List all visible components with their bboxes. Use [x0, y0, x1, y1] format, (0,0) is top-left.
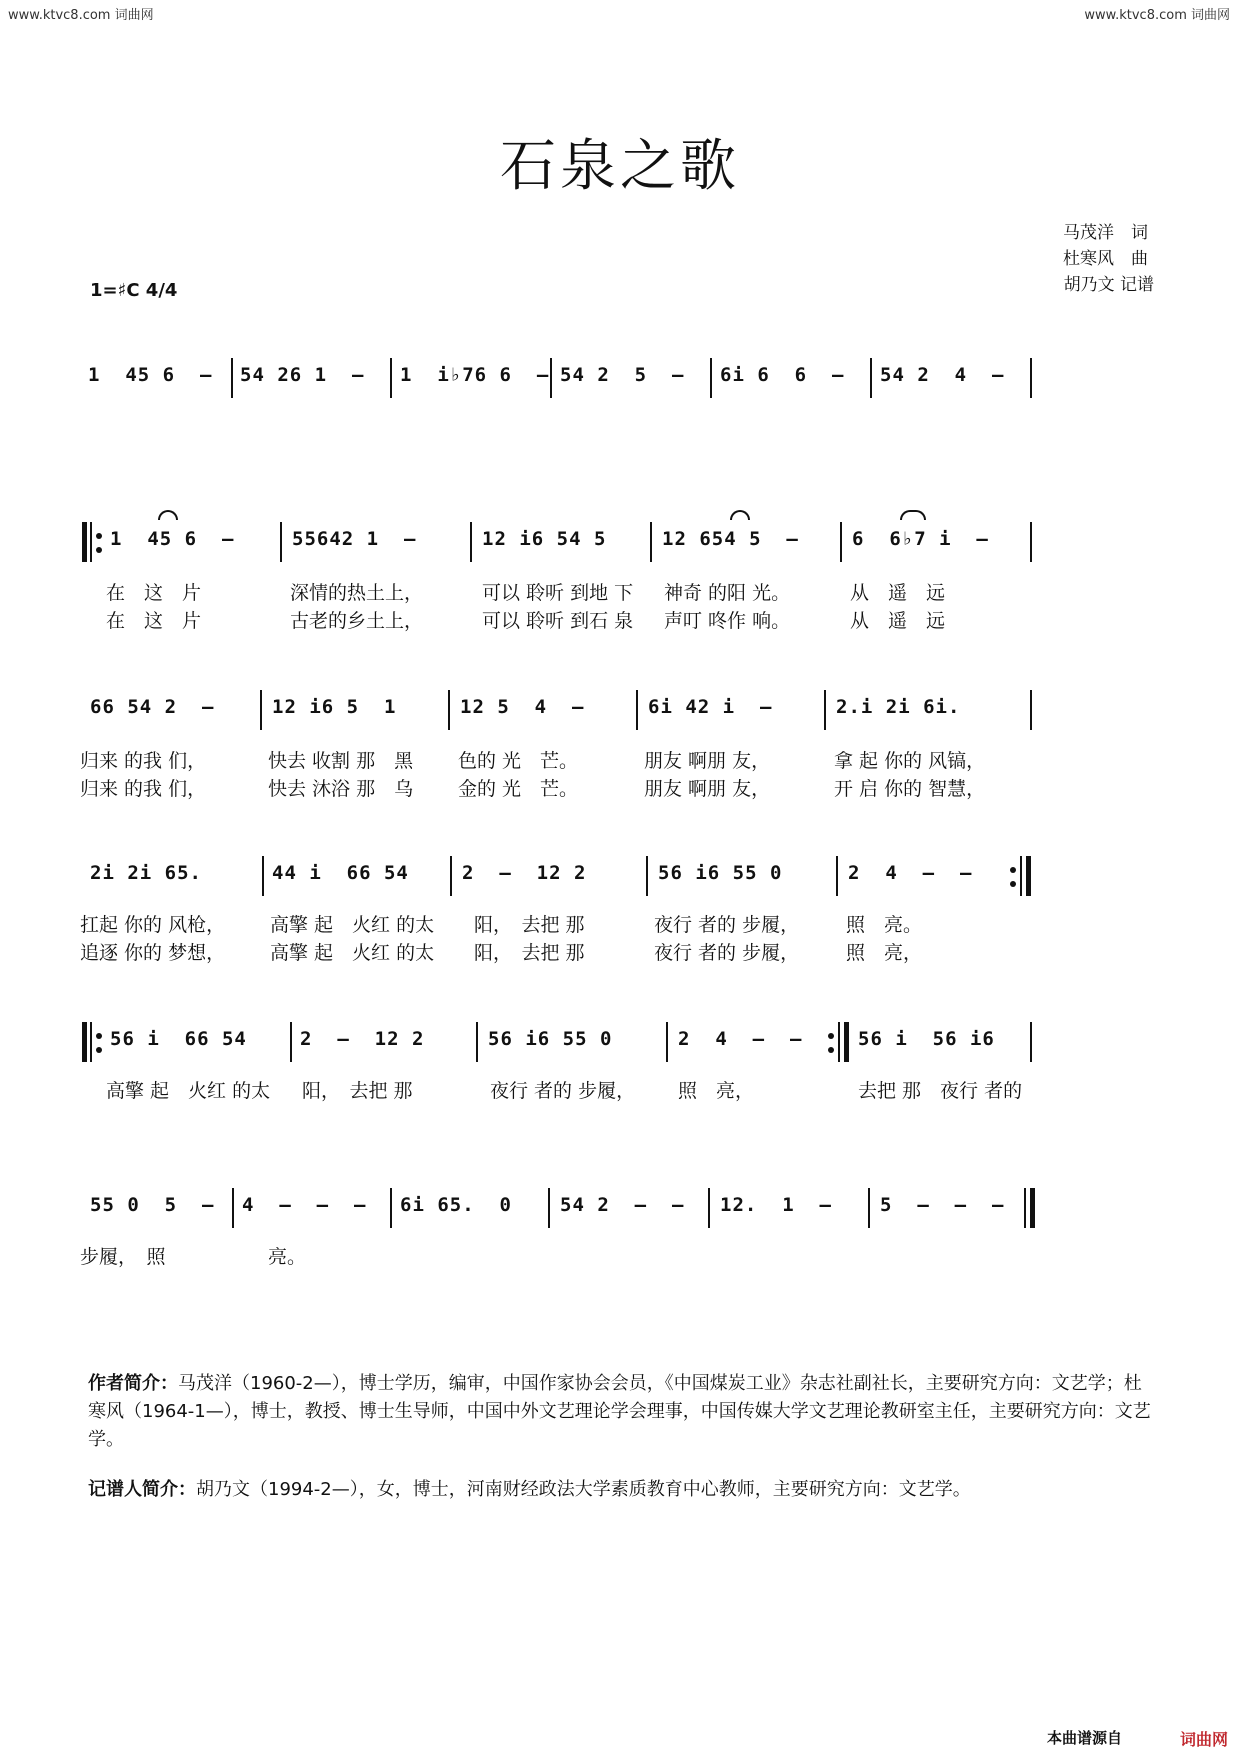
measure: 6i 6 6 –: [720, 364, 845, 386]
barline: [260, 690, 262, 730]
measure: 6 6♭7 i –: [852, 528, 989, 550]
lyric-phrase: 在 这 片: [106, 582, 202, 604]
lyric-phrase: 高擎 起 火红 的太: [270, 942, 435, 964]
lyric-phrase: 古老的乡土上，: [290, 610, 424, 632]
lyric-phrase: 快去 收割 那 黑: [268, 750, 414, 772]
lyricist-credit: 马茂洋 词: [1063, 223, 1148, 243]
measure: 12 5 4 –: [460, 696, 585, 718]
barline: [838, 1022, 840, 1062]
repeat-start-bar: [82, 1022, 87, 1062]
barline: [836, 856, 838, 896]
barline: [90, 522, 92, 562]
header-right-url[interactable]: www.ktvc8.com 词曲网: [1084, 8, 1230, 23]
lyric-phrase: 照 亮。: [846, 914, 923, 936]
author-bio: [88, 1370, 1155, 1454]
measure: 6i 42 i –: [648, 696, 773, 718]
measure: 56 i6 55 0: [488, 1028, 613, 1050]
measure: 56 i 56 i6: [858, 1028, 995, 1050]
barline: [290, 1022, 292, 1062]
lyric-phrase: 朋友 啊朋 友，: [644, 778, 771, 800]
score-line-1: [88, 358, 1155, 398]
barline: [710, 358, 712, 398]
composer-credit: 杜寒风 曲: [1063, 249, 1148, 269]
barline: [1030, 522, 1032, 562]
lyric-phrase: 高擎 起 火红 的太: [270, 914, 435, 936]
header-left-url[interactable]: www.ktvc8.com 词曲网: [8, 8, 154, 23]
repeat-end-bar: [1026, 856, 1031, 896]
barline: [390, 1188, 392, 1228]
site-logo[interactable]: 词曲网: [1179, 1730, 1228, 1749]
lyric-phrase: 金的 光 芒。: [458, 778, 579, 800]
measure: 54 2 5 –: [560, 364, 685, 386]
score-line-5: [88, 1022, 1155, 1062]
measure: 12 654 5 –: [662, 528, 799, 550]
lyric-phrase: 亮。: [268, 1246, 307, 1268]
lyric-phrase: 神奇 的阳 光。: [664, 582, 791, 604]
measure: 4 – – –: [242, 1194, 367, 1216]
barline: [390, 358, 392, 398]
lyric-phrase: 照 亮，: [678, 1080, 755, 1102]
repeat-dots: [1010, 864, 1016, 890]
lyric-phrase: 从 遥 远: [850, 610, 946, 632]
lyric-phrase: 深情的热土上，: [290, 582, 424, 604]
barline: [550, 358, 552, 398]
barline: [232, 1188, 234, 1228]
lyric-phrase: 从 遥 远: [850, 582, 946, 604]
lyric-phrase: 追逐 你的 梦想，: [80, 942, 226, 964]
barline: [636, 690, 638, 730]
barline: [666, 1022, 668, 1062]
barline: [262, 856, 264, 896]
lyric-phrase: 阳， 去把 那: [474, 942, 585, 964]
slur-mark: [900, 510, 926, 520]
lyric-phrase: 可以 聆听 到石 泉: [482, 610, 634, 632]
transcriber-bio-text: 胡乃文（1994-2—），女，博士，河南财经政法大学素质教育中心教师，主要研究方向：文艺学。: [196, 1479, 971, 1500]
barline: [90, 1022, 92, 1062]
barline: [476, 1022, 478, 1062]
lyric-phrase: 朋友 啊朋 友，: [644, 750, 771, 772]
repeat-dots: [96, 1030, 102, 1056]
measure: 56 i6 55 0: [658, 862, 783, 884]
barline: [868, 1188, 870, 1228]
barline: [1020, 856, 1022, 896]
lyric-phrase: 高擎 起 火红 的太: [106, 1080, 271, 1102]
lyric-phrase: 归来 的我 们，: [80, 778, 207, 800]
lyric-phrase: 阳， 去把 那: [302, 1080, 413, 1102]
lyric-phrase: 归来 的我 们，: [80, 750, 207, 772]
measure: 2 4 – –: [678, 1028, 803, 1050]
measure: 12 i6 54 5: [482, 528, 607, 550]
barline: [1030, 358, 1032, 398]
lyric-phrase: 声叮 咚作 响。: [664, 610, 791, 632]
measure: 54 2 4 –: [880, 364, 1005, 386]
repeat-dots: [828, 1030, 834, 1056]
final-bar: [1030, 1188, 1035, 1228]
measure: 66 54 2 –: [90, 696, 215, 718]
barline: [840, 522, 842, 562]
measure: 55642 1 –: [292, 528, 417, 550]
barline: [708, 1188, 710, 1228]
score-line-6: [88, 1188, 1155, 1228]
measure: 6i 65. 0: [400, 1194, 512, 1216]
measure: 1 45 6 –: [88, 364, 213, 386]
slur-mark: [730, 510, 750, 520]
score-line-2: [88, 522, 1155, 562]
measure: 1 i♭76 6 –: [400, 364, 550, 386]
measure: 54 26 1 –: [240, 364, 365, 386]
lyric-phrase: 去把 那 夜行 者的: [858, 1080, 1023, 1102]
measure: 2.i 2i 6i.: [836, 696, 961, 718]
barline: [280, 522, 282, 562]
barline: [1030, 1022, 1032, 1062]
repeat-start-bar: [82, 522, 87, 562]
transcriber-bio-label: 记谱人简介：: [88, 1479, 196, 1500]
barline: [1024, 1188, 1026, 1228]
lyric-phrase: 照 亮，: [846, 942, 923, 964]
lyric-phrase: 快去 沐浴 那 乌: [268, 778, 414, 800]
lyric-phrase: 阳， 去把 那: [474, 914, 585, 936]
score-line-3: [88, 690, 1155, 730]
measure: 56 i 66 54: [110, 1028, 247, 1050]
lyric-phrase: 步履， 照: [80, 1246, 166, 1268]
barline: [870, 358, 872, 398]
measure: 12. 1 –: [720, 1194, 832, 1216]
repeat-end-bar: [844, 1022, 849, 1062]
song-title: 石泉之歌: [500, 134, 740, 199]
lyric-phrase: 夜行 者的 步履，: [654, 914, 800, 936]
barline: [231, 358, 233, 398]
lyric-phrase: 在 这 片: [106, 610, 202, 632]
transcriber-credit: 胡乃文 记谱: [1063, 275, 1154, 295]
measure: 2 4 – –: [848, 862, 973, 884]
barline: [824, 690, 826, 730]
author-bio-label: 作者简介：: [88, 1373, 178, 1394]
measure: 54 2 – –: [560, 1194, 685, 1216]
key-signature: 1=♯C 4/4: [90, 280, 178, 301]
measure: 2i 2i 65.: [90, 862, 202, 884]
lyric-phrase: 夜行 者的 步履，: [490, 1080, 636, 1102]
lyric-phrase: 拿 起 你的 风镐，: [834, 750, 986, 772]
barline: [548, 1188, 550, 1228]
repeat-dots: [96, 530, 102, 556]
lyric-phrase: 色的 光 芒。: [458, 750, 579, 772]
measure: 12 i6 5 1: [272, 696, 397, 718]
author-bio-text: 马茂洋（1960-2—），博士学历，编审，中国作家协会会员，《中国煤炭工业》杂志社副社长，主要研究方向：文艺学；杜寒风（1964-1—），博士，教授、博士生导师，中国中外文艺理论学会理事，中国传媒大学文艺理论教研室主任，主要研究方向：文艺学。: [88, 1373, 1151, 1450]
measure: 1 45 6 –: [110, 528, 235, 550]
measure: 5 – – –: [880, 1194, 1005, 1216]
transcriber-bio: [88, 1476, 1155, 1504]
lyric-phrase: 扛起 你的 风枪，: [80, 914, 226, 936]
barline: [1030, 690, 1032, 730]
measure: 44 i 66 54: [272, 862, 409, 884]
measure: 2 – 12 2: [300, 1028, 425, 1050]
barline: [450, 856, 452, 896]
barline: [650, 522, 652, 562]
source-note: 本曲谱源自: [1046, 1729, 1122, 1747]
measure: 2 – 12 2: [462, 862, 587, 884]
measure: 55 0 5 –: [90, 1194, 215, 1216]
slur-mark: [158, 510, 178, 520]
score-line-4: [88, 856, 1155, 896]
barline: [646, 856, 648, 896]
lyric-phrase: 夜行 者的 步履，: [654, 942, 800, 964]
lyric-phrase: 开 启 你的 智慧，: [834, 778, 986, 800]
barline: [470, 522, 472, 562]
lyric-phrase: 可以 聆听 到地 下: [482, 582, 634, 604]
barline: [448, 690, 450, 730]
